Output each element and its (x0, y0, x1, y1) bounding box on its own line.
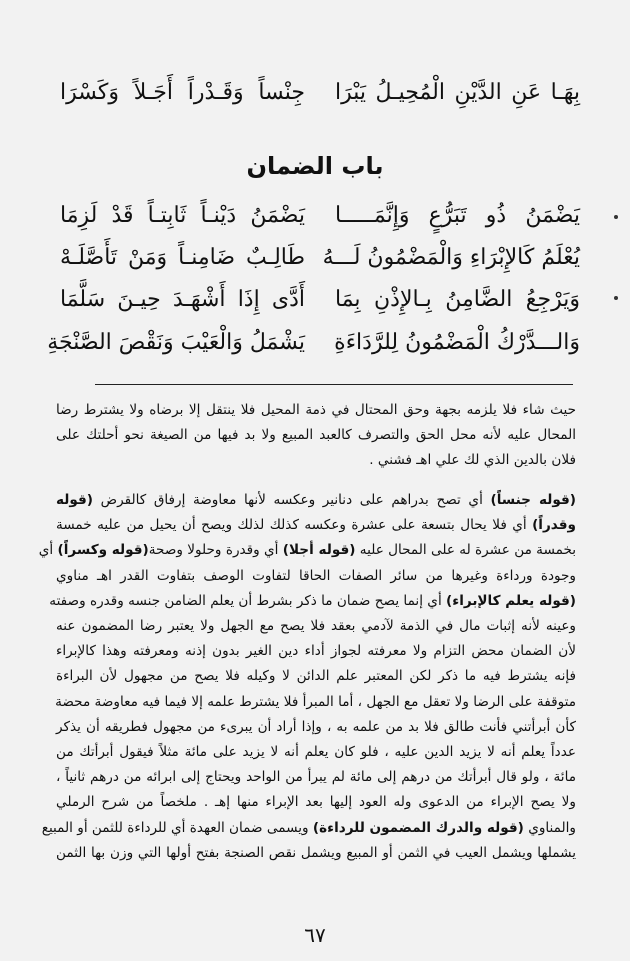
text-line (56, 614, 576, 639)
gloss-text: ويسمى ضمان العهدة أي للرداءة للثمن أو المبيع (41, 819, 313, 836)
text-line (56, 715, 576, 740)
verse-hemistich-left: يَضْمَنُ دَيْنـاً ثَابِتـاً قَدْ لَزِمَا (60, 203, 305, 228)
verse-hemistich-left: يَشْمَلُ وَالْعَيْبَ وَنَقْصَ الصَّنْجَةِ (47, 330, 305, 355)
gloss-text: ولا يصح الإبراء من الدعوى وله العود إليها بعد الإبراء منها إهـ . ملخصاً من شرح الرملي (56, 794, 576, 811)
gloss-heading: (قوله جنساً) (490, 492, 577, 508)
gloss-text: والمناوي (523, 819, 576, 836)
verse-line-4 (47, 328, 580, 358)
verse-line-1 (60, 201, 580, 231)
gloss-text: أي إنما يصح ضمان ما ذكر بشرط أن يعلم الضامن جنسه وقدره وصفته (49, 592, 447, 609)
text-line (56, 841, 576, 866)
margin-dot (614, 215, 618, 219)
text-line (56, 690, 576, 715)
gloss-text: بخمسة من عشرة له على المحال عليه (355, 542, 576, 559)
text-line (38, 538, 576, 563)
text-line (56, 765, 576, 790)
verse-hemistich-left: جِنْساً وَقَـدْراً أَجَـلاً وَكَسْرَا (60, 80, 305, 105)
text-line (56, 790, 576, 815)
gloss-text: أي (38, 542, 58, 559)
commentary-paragraph-1 (56, 398, 576, 474)
gloss-heading: (قوله يعلم كالإبراء) (446, 592, 576, 609)
gloss-text: كأن أبرأتني فأنت طالق فلا بد من علمه به ، وإذا أراد أن يبرىء من مجهول فطريقه أن يذكر (56, 718, 576, 735)
gloss-heading: (قوله (56, 492, 93, 508)
text-line: حيث شاء فلا يلزمه بجهة وحق المحتال في ذمة المحيل فلا ينتقل إلا برضاه ولا يشترط رضا (56, 402, 576, 418)
text-line (56, 740, 576, 765)
verse-hemistich-right: وَيَرْجِعُ الضَّامِنُ بِـالإِذْنِ بِمَا (335, 287, 580, 312)
verse-hemistich-right: يُعْلَمُ كَالإِبْرَاءِ وَالْمَضْمُونُ لَـــهُ (322, 245, 580, 270)
gloss-text: لأن الضمان محض التزام ولا معرفته لجواز أداء دين الغير بدون إذنه ومعرفته وهذا كالإبراء (56, 643, 576, 660)
gloss-text: فإنه يشترط فيه ما ذكر لكن المعتبر علم الدائن لا وكيله فلا يصح من مجهول لأن البراءة (56, 668, 576, 685)
verse-line-3 (60, 285, 580, 315)
text-line (56, 639, 576, 664)
text-line (49, 589, 576, 614)
text-line (56, 513, 576, 538)
gloss-heading: (قوله أجلا) (282, 542, 356, 559)
chapter-title: باب الضمان (246, 152, 384, 180)
verse-hemistich-right: وَالـــدَّرْكُ الْمَضْمُونُ لِلرَّدَاءَةِ (334, 330, 580, 355)
commentary-paragraph-2 (38, 488, 577, 866)
gloss-heading: (قوله والدرك المضمون للرداءة) (312, 819, 524, 836)
text-line (56, 664, 576, 689)
gloss-text: عدداً يعلم أنه لا يزيد الدين عليه ، فلو كان يعلم أنه لا يزيد على مائة مثلاً فيقول أبرأتك من (56, 744, 576, 761)
verse-hemistich-left: أَدَّى إِذَا أَشْهَـدَ حِيـنَ سَلَّمَا (60, 287, 305, 312)
gloss-text: مائة ، ولو قال أبرأتك من درهم إلى مائة لم يبرأ من الواحد ويحتاج إلى ابرائه من درهم ثانياً ، (56, 769, 576, 786)
section-divider (95, 384, 573, 385)
verse-hemistich-right: يَضْمَنُ ذُو تَبَرُّعٍ وَإِنَّمَـــــا (335, 203, 580, 228)
text-line (41, 816, 576, 841)
gloss-text: يشملها ويشمل العيب في الثمن أو المبيع ويشمل نقص الصنجة بفتح أولها التي وزن بها الثمن (56, 844, 576, 861)
text-line: المحال عليه لأنه محل الحق والتصرف كالعبد المبيع ولا بد فيها من الصيغة نحو أحلتك على (56, 427, 576, 444)
top-verse (60, 78, 580, 108)
gloss-text: أي وقدرة وحلولا وصحة (148, 542, 283, 559)
verse-hemistich-left: طَالِـبٌ ضَامِنـاً وَمَنْ تَأَصَّلَـهْ (60, 245, 305, 270)
verse-hemistich-right: بِهَـا عَنِ الدَّيْنِ الْمُحِيـلُ يَبْرَا (335, 80, 580, 105)
gloss-text: وعينه لأنه إثبات مال في الذمة لآدمي بعقد فلا يصح مع الجهل ولا يعتبر رضا المضمون عنه (56, 618, 576, 635)
verse-line-2 (60, 243, 580, 273)
gloss-heading: (قوله وكسراً) (57, 542, 149, 559)
gloss-text: أي تصح بدراهم على دنانير وعكسه لأنها معاوضة إرفاق كالقرض (93, 492, 491, 508)
gloss-text: أي فلا يحال بتسعة على عشرة وعكسه كذلك لذلك ويصح أن يحيل من عليه خمسة (56, 517, 533, 534)
margin-dot (614, 296, 618, 300)
text-line (56, 488, 576, 513)
page-number: ٦٧ (304, 923, 326, 947)
gloss-heading: وقدراً) (532, 517, 576, 534)
gloss-text: متوقفة على الرضا ولا تعقل مع الجهل ، أما المبرأ فلا يشترط علمه إلا فيما فيه معاوضة محضة (55, 693, 576, 710)
text-line (56, 564, 576, 589)
text-line: فلان بالدين الذي لك علي اهـ فشني . (369, 452, 576, 469)
gloss-text: وجودة ورداءة وغيرها من سائر الصفات الحاقا لتفاوت الوصف بتفاوت القدر اهـ مناوي (56, 567, 576, 584)
